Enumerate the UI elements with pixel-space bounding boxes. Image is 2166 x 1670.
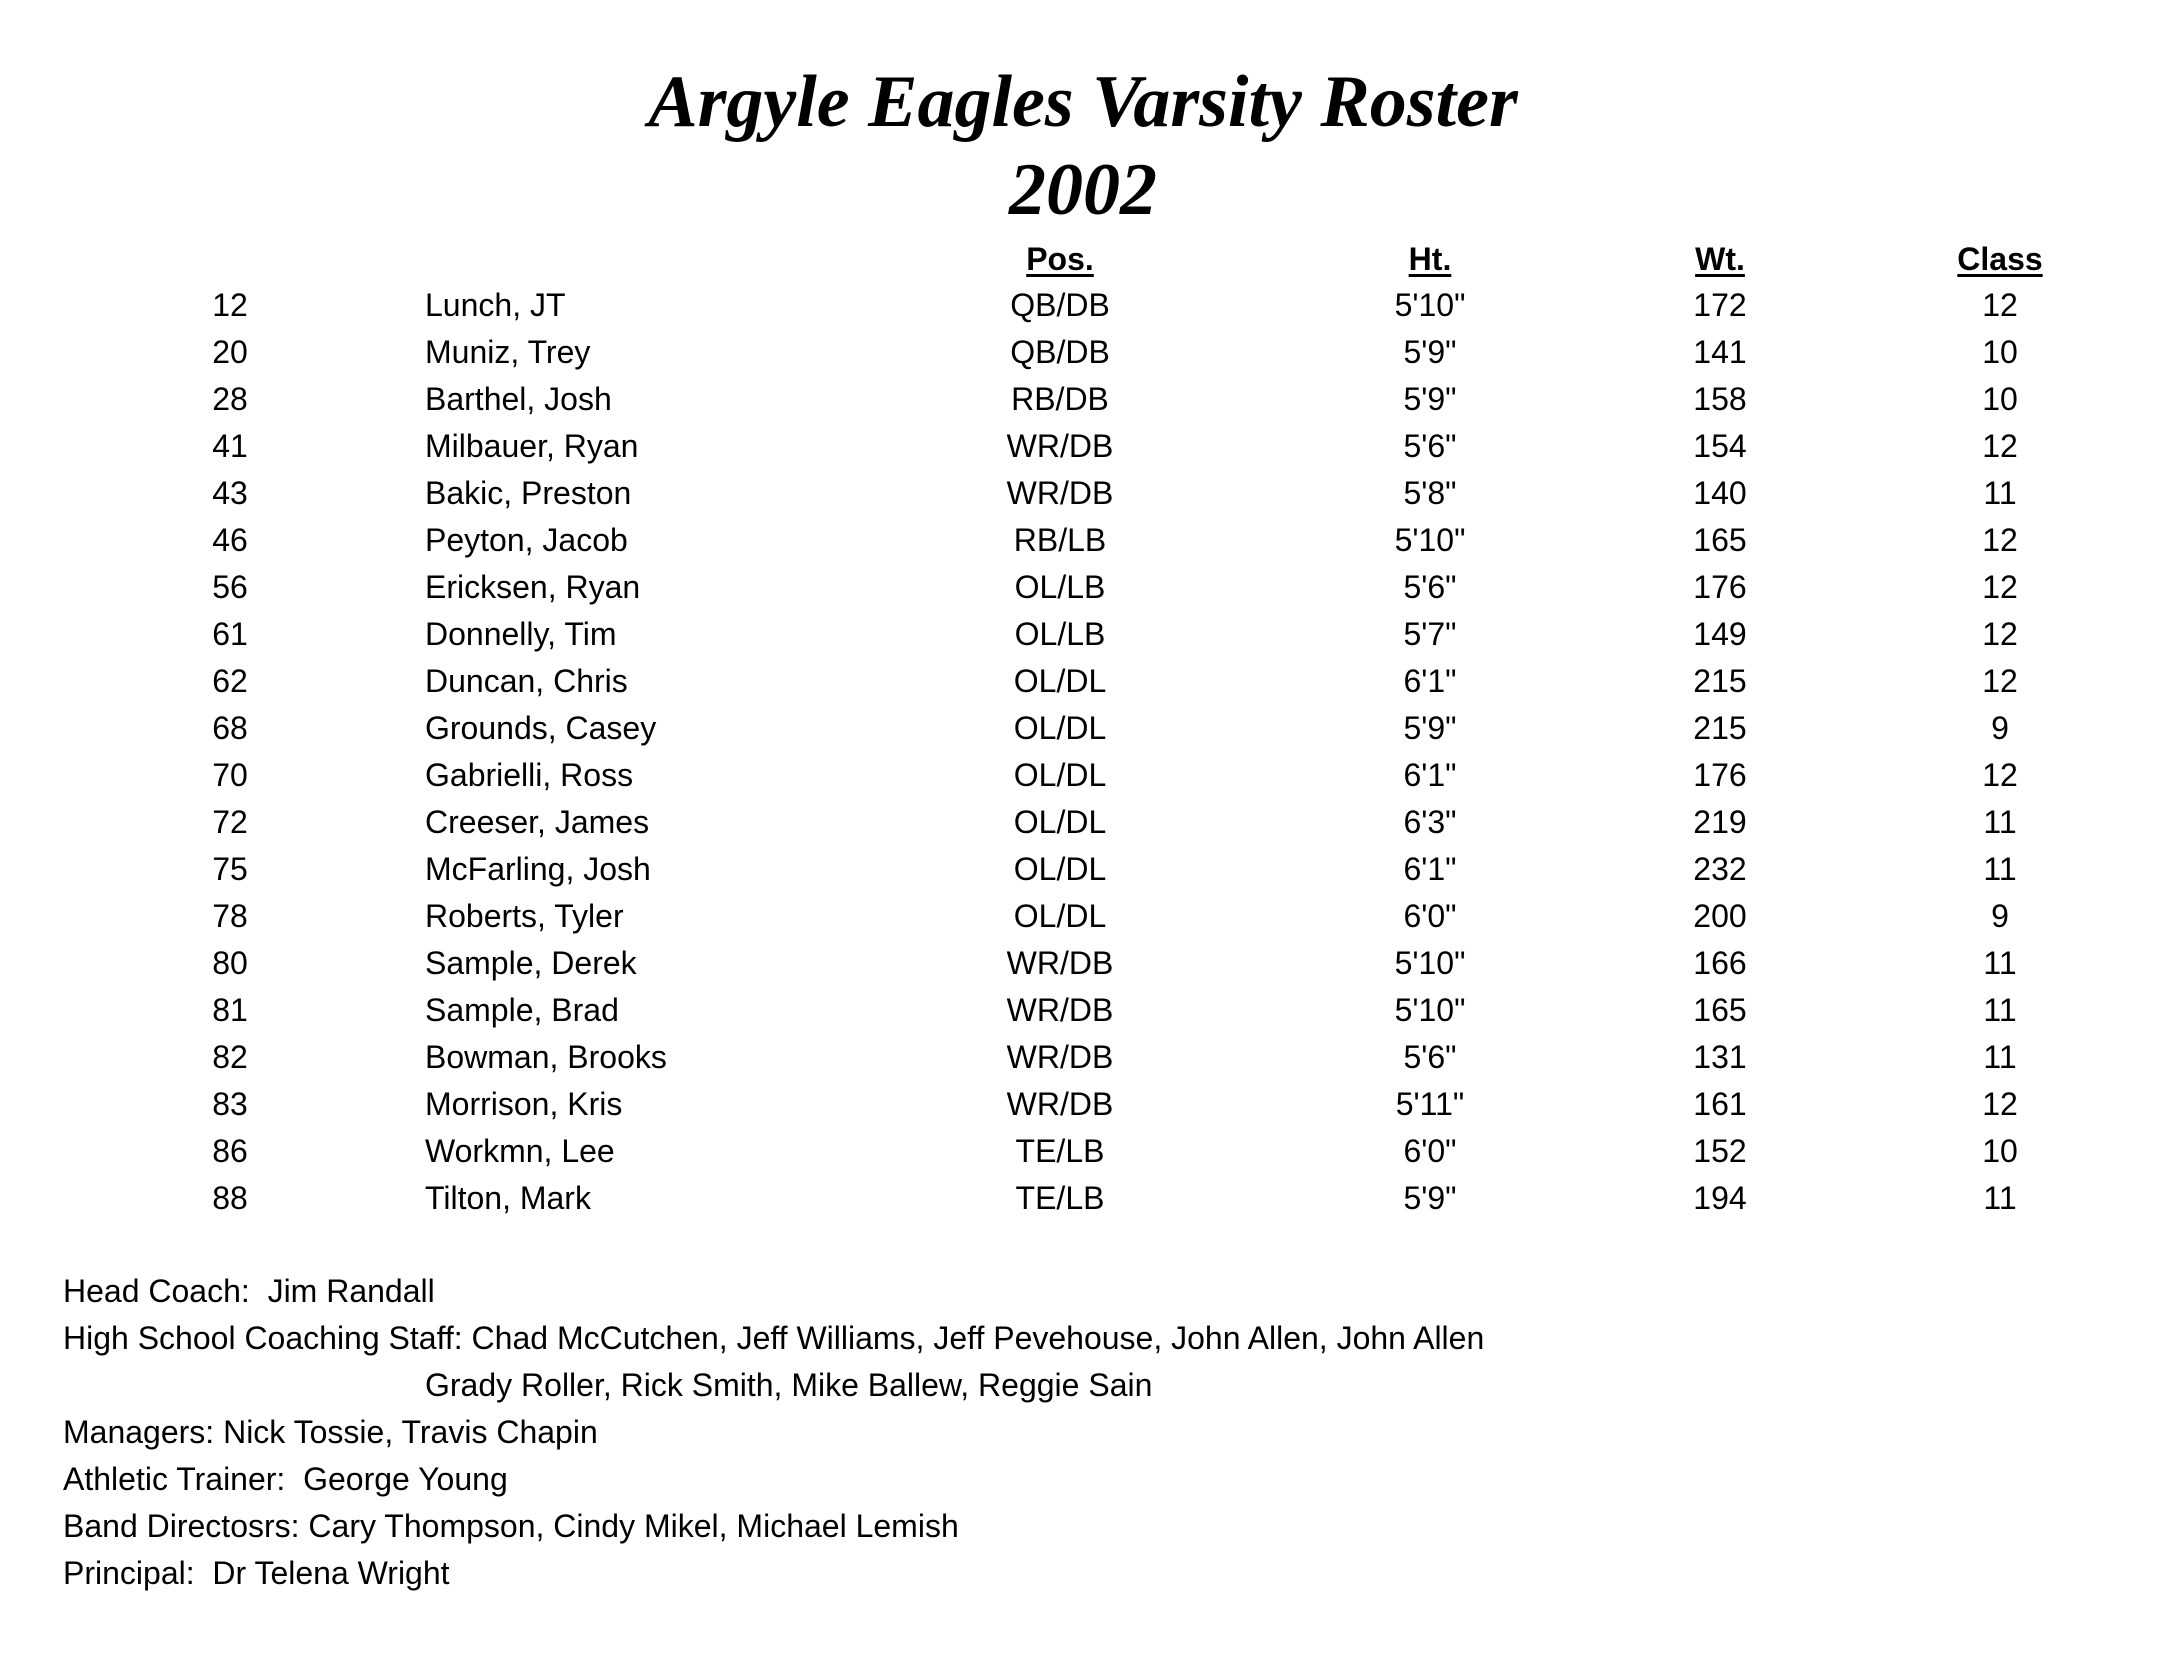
table-row — [0, 1034, 2166, 1081]
player-name: Creeser, James — [425, 804, 650, 840]
table-row — [0, 329, 2166, 376]
player-class: 12 — [1982, 569, 2018, 605]
table-row — [0, 893, 2166, 940]
head-coach: Head Coach: Jim Randall — [63, 1273, 435, 1309]
player-weight: 161 — [1693, 1086, 1747, 1122]
coaching-staff: High School Coaching Staff: Chad McCutchen, Jeff Williams, Jeff Pevehouse, John Allen, John Allen — [63, 1320, 1485, 1356]
player-weight: 131 — [1693, 1039, 1747, 1075]
player-weight: 158 — [1693, 381, 1747, 417]
player-class: 12 — [1982, 663, 2018, 699]
player-weight: 141 — [1693, 334, 1747, 370]
player-height: 6'0" — [1403, 898, 1457, 934]
player-class: 12 — [1982, 616, 2018, 652]
player-height: 5'9" — [1403, 1180, 1457, 1216]
player-position: RB/DB — [1011, 381, 1109, 417]
player-weight: 152 — [1693, 1133, 1747, 1169]
player-number: 88 — [212, 1180, 248, 1216]
player-height: 5'10" — [1394, 522, 1466, 558]
player-class: 10 — [1982, 381, 2018, 417]
table-row — [0, 1081, 2166, 1128]
player-weight: 140 — [1693, 475, 1747, 511]
roster-year: 2002 — [1009, 149, 1157, 231]
player-name: Tilton, Mark — [425, 1180, 591, 1216]
player-class: 11 — [1983, 945, 2017, 981]
player-number: 80 — [212, 945, 248, 981]
player-name: Workmn, Lee — [425, 1133, 615, 1169]
staff-section — [63, 1268, 2113, 1597]
header-wt: Wt. — [1695, 241, 1745, 277]
player-height: 6'1" — [1403, 663, 1457, 699]
player-name: Morrison, Kris — [425, 1086, 623, 1122]
player-class: 11 — [1983, 1039, 2017, 1075]
header-class: Class — [1957, 241, 2043, 277]
player-weight: 200 — [1693, 898, 1747, 934]
player-weight: 232 — [1693, 851, 1747, 887]
header-pos: Pos. — [1026, 241, 1094, 277]
player-position: OL/DL — [1013, 851, 1107, 887]
player-height: 5'9" — [1403, 381, 1457, 417]
table-row — [0, 846, 2166, 893]
player-position: TE/LB — [1015, 1133, 1105, 1169]
player-weight: 194 — [1693, 1180, 1747, 1216]
player-number: 86 — [212, 1133, 248, 1169]
table-row — [0, 1175, 2166, 1222]
player-number: 62 — [212, 663, 248, 699]
roster-table — [0, 236, 2166, 1222]
player-position: WR/DB — [1006, 1086, 1114, 1122]
player-name: McFarling, Josh — [425, 851, 651, 887]
player-name: Lunch, JT — [425, 287, 566, 323]
player-weight: 176 — [1693, 569, 1747, 605]
player-class: 12 — [1982, 287, 2018, 323]
player-name: Sample, Derek — [425, 945, 637, 981]
coaching-staff-continued: Grady Roller, Rick Smith, Mike Ballew, Reggie Sain — [425, 1367, 1153, 1403]
player-name: Barthel, Josh — [425, 381, 612, 417]
table-row — [0, 752, 2166, 799]
player-height: 6'1" — [1403, 757, 1457, 793]
player-name: Duncan, Chris — [425, 663, 628, 699]
player-class: 12 — [1982, 757, 2018, 793]
player-position: OL/DL — [1013, 663, 1107, 699]
player-height: 5'10" — [1394, 287, 1466, 323]
player-name: Bowman, Brooks — [425, 1039, 667, 1075]
table-row — [0, 658, 2166, 705]
table-row — [0, 376, 2166, 423]
player-class: 11 — [1983, 804, 2017, 840]
player-height: 5'10" — [1394, 945, 1466, 981]
player-class: 11 — [1983, 851, 2017, 887]
player-number: 12 — [212, 287, 248, 323]
player-weight: 176 — [1693, 757, 1747, 793]
band-directors: Band Directosrs: Cary Thompson, Cindy Mikel, Michael Lemish — [63, 1508, 959, 1544]
table-row — [0, 517, 2166, 564]
player-weight: 149 — [1693, 616, 1747, 652]
player-number: 68 — [212, 710, 248, 746]
player-number: 46 — [212, 522, 248, 558]
player-number: 61 — [212, 616, 248, 652]
player-number: 75 — [212, 851, 248, 887]
player-position: WR/DB — [1006, 475, 1114, 511]
table-row — [0, 705, 2166, 752]
player-position: OL/DL — [1013, 804, 1107, 840]
player-height: 6'0" — [1403, 1133, 1457, 1169]
player-class: 12 — [1982, 1086, 2018, 1122]
player-name: Grounds, Casey — [425, 710, 657, 746]
player-name: Donnelly, Tim — [425, 616, 617, 652]
player-height: 5'9" — [1403, 710, 1457, 746]
table-row — [0, 423, 2166, 470]
player-weight: 215 — [1693, 710, 1747, 746]
player-position: OL/DL — [1013, 710, 1107, 746]
player-weight: 172 — [1693, 287, 1747, 323]
player-number: 56 — [212, 569, 248, 605]
player-position: QB/DB — [1010, 287, 1110, 323]
player-height: 6'3" — [1403, 804, 1457, 840]
player-height: 5'8" — [1403, 475, 1457, 511]
player-weight: 166 — [1693, 945, 1747, 981]
player-height: 5'11" — [1395, 1086, 1465, 1122]
player-name: Roberts, Tyler — [425, 898, 624, 934]
player-name: Ericksen, Ryan — [425, 569, 641, 605]
player-position: OL/LB — [1014, 616, 1106, 652]
managers: Managers: Nick Tossie, Travis Chapin — [63, 1414, 598, 1450]
player-number: 28 — [212, 381, 248, 417]
player-class: 10 — [1982, 334, 2018, 370]
player-height: 5'6" — [1403, 569, 1457, 605]
player-weight: 219 — [1693, 804, 1747, 840]
player-number: 43 — [212, 475, 248, 511]
table-row — [0, 611, 2166, 658]
player-height: 5'6" — [1403, 1039, 1457, 1075]
header-ht: Ht. — [1408, 241, 1452, 277]
player-height: 5'9" — [1403, 334, 1457, 370]
player-name: Peyton, Jacob — [425, 522, 628, 558]
player-name: Sample, Brad — [425, 992, 619, 1028]
player-number: 20 — [212, 334, 248, 370]
player-number: 83 — [212, 1086, 248, 1122]
player-class: 10 — [1982, 1133, 2018, 1169]
player-number: 72 — [212, 804, 248, 840]
player-position: RB/LB — [1013, 522, 1107, 558]
player-number: 81 — [212, 992, 248, 1028]
player-position: QB/DB — [1010, 334, 1110, 370]
table-row — [0, 940, 2166, 987]
player-height: 5'6" — [1403, 428, 1457, 464]
player-number: 78 — [212, 898, 248, 934]
roster-header-row — [0, 236, 2166, 282]
table-row — [0, 564, 2166, 611]
principal: Principal: Dr Telena Wright — [63, 1555, 450, 1591]
table-row — [0, 799, 2166, 846]
player-position: OL/DL — [1013, 757, 1107, 793]
player-position: WR/DB — [1006, 945, 1114, 981]
player-name: Muniz, Trey — [425, 334, 591, 370]
player-position: WR/DB — [1006, 428, 1114, 464]
player-number: 70 — [212, 757, 248, 793]
player-class: 11 — [1983, 992, 2017, 1028]
player-weight: 154 — [1693, 428, 1747, 464]
athletic-trainer: Athletic Trainer: George Young — [63, 1461, 508, 1497]
table-row — [0, 987, 2166, 1034]
player-position: WR/DB — [1006, 992, 1114, 1028]
table-row — [0, 1128, 2166, 1175]
player-number: 41 — [212, 428, 248, 464]
player-class: 9 — [1991, 710, 2009, 746]
player-name: Milbauer, Ryan — [425, 428, 639, 464]
player-class: 9 — [1991, 898, 2009, 934]
player-weight: 215 — [1693, 663, 1747, 699]
player-weight: 165 — [1693, 522, 1747, 558]
player-class: 12 — [1982, 522, 2018, 558]
player-class: 11 — [1983, 475, 2017, 511]
player-height: 5'7" — [1403, 616, 1457, 652]
player-height: 6'1" — [1403, 851, 1457, 887]
roster-rows — [0, 282, 2166, 1222]
table-row — [0, 282, 2166, 329]
player-position: TE/LB — [1015, 1180, 1105, 1216]
player-class: 12 — [1982, 428, 2018, 464]
player-weight: 165 — [1693, 992, 1747, 1028]
table-row — [0, 470, 2166, 517]
player-name: Gabrielli, Ross — [425, 757, 634, 793]
player-number: 82 — [212, 1039, 248, 1075]
player-position: WR/DB — [1006, 1039, 1114, 1075]
player-height: 5'10" — [1394, 992, 1466, 1028]
roster-title: Argyle Eagles Varsity Roster — [648, 61, 1518, 143]
player-position: OL/DL — [1013, 898, 1107, 934]
player-class: 11 — [1983, 1180, 2017, 1216]
player-position: OL/LB — [1014, 569, 1106, 605]
player-name: Bakic, Preston — [425, 475, 632, 511]
